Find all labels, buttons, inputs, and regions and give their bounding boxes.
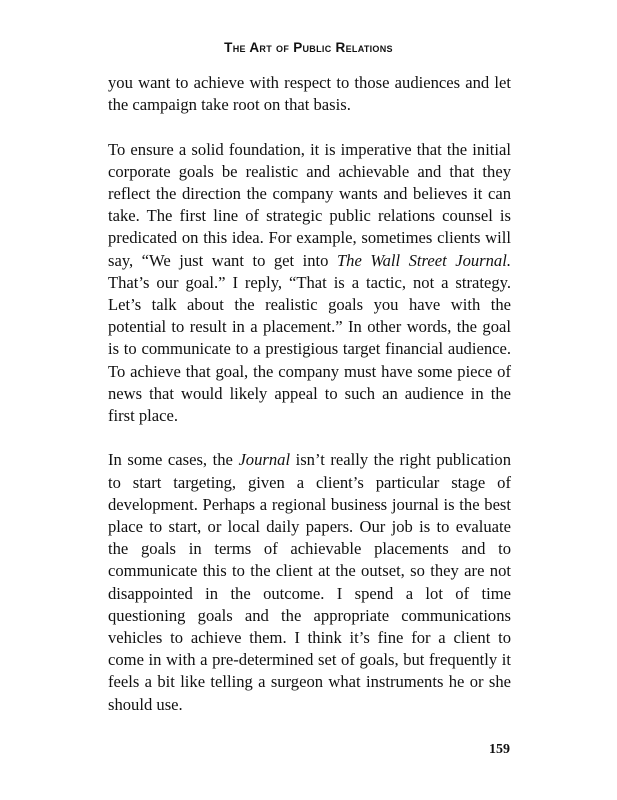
text-run: That’s our goal.” I reply, “That is a tactic, not a strategy. Let’s talk about the realistic goals you have with the potential to result in a placement.” In other words, the goal is to communicate to a prestigious target financial audience. To achieve that goal, the company must have some piece of news that would likely appeal to such an audience in the first place. [108,272,511,426]
text-run: you want to achieve with respect to those audiences and let the campaign take root on that basis. [108,73,511,115]
text-run: isn’t really the right publication to start targeting, given a client’s particular stage of development. Perhaps a regional business journal is the best place to start, or local daily papers. Our job is to evaluate the goals in terms of achievable placements and to communicate this to the client at the outset, so they are not disappointed in the outcome. I spend a lot of time questioning goals and the appropriate communications vehicles to achieve them. I think it’s fine for a client to come in with a pre-determined set of goals, but frequently it feels a bit like telling a surgeon what instruments he or she should use. [108,450,511,714]
italic-title: The Wall Street Journal. [336,250,511,270]
page-number: 159 [489,742,510,757]
paragraph [108,449,511,715]
italic-title: Journal [238,450,291,470]
body-text [108,72,511,738]
text-run: In some cases, the [108,450,239,470]
running-head: The Art of Public Relations [224,40,393,55]
paragraph [108,139,511,428]
paragraph [108,72,511,116]
text-run: To ensure a solid foundation, it is imperative that the initial corporate goals be realistic and achievable and that they reflect the direction the company wants and believes it can take. The first line of strategic public relations counsel is predicated on this idea. For example, sometimes clients will say, “We just want to get into [108,139,511,270]
